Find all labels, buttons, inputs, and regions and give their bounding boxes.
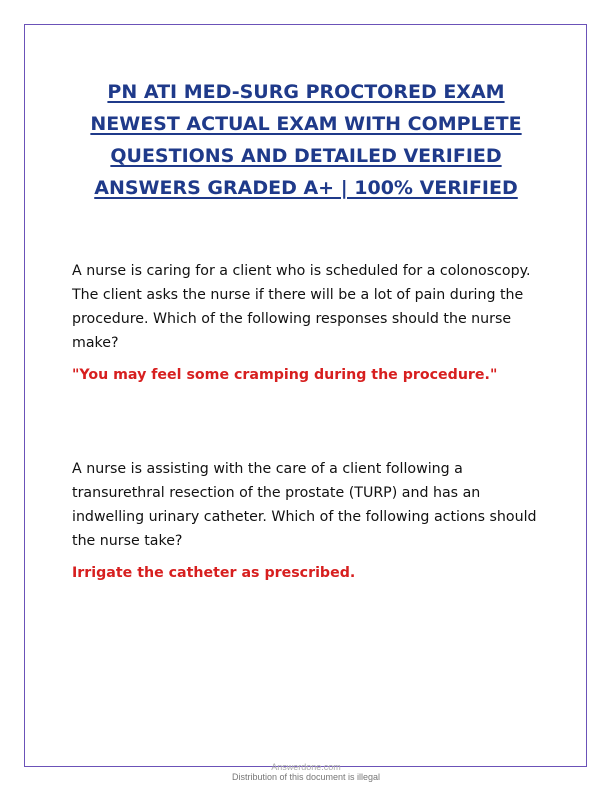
document-title: PN ATI MED-SURG PROCTORED EXAM NEWEST ACTUAL EXAM WITH COMPLETE QUESTIONS AND DETAILED VERIFIED ANSWERS GRADED A+ | 100% VERIFIED: [90, 81, 522, 199]
question-text-1: A nurse is caring for a client who is scheduled for a colonoscopy. The client asks the nurse if there will be a lot of pain during the procedure. Which of the following responses should the nurse make?: [72, 263, 531, 351]
question-text-2: A nurse is assisting with the care of a client following a transurethral resection of the prostate (TURP) and has an indwelling urinary catheter. Which of the following actions should the nurse take?: [72, 461, 537, 549]
answer-text-2: Irrigate the catheter as prescribed.: [72, 565, 356, 581]
footer-site: Answerdone.com: [271, 762, 341, 772]
footer: [0, 762, 612, 782]
question-block-1: [72, 259, 542, 387]
footer-notice: Distribution of this document is illegal: [231, 772, 381, 782]
answer-text-1: "You may feel some cramping during the procedure.": [72, 367, 498, 383]
question-block-2: [72, 457, 542, 585]
